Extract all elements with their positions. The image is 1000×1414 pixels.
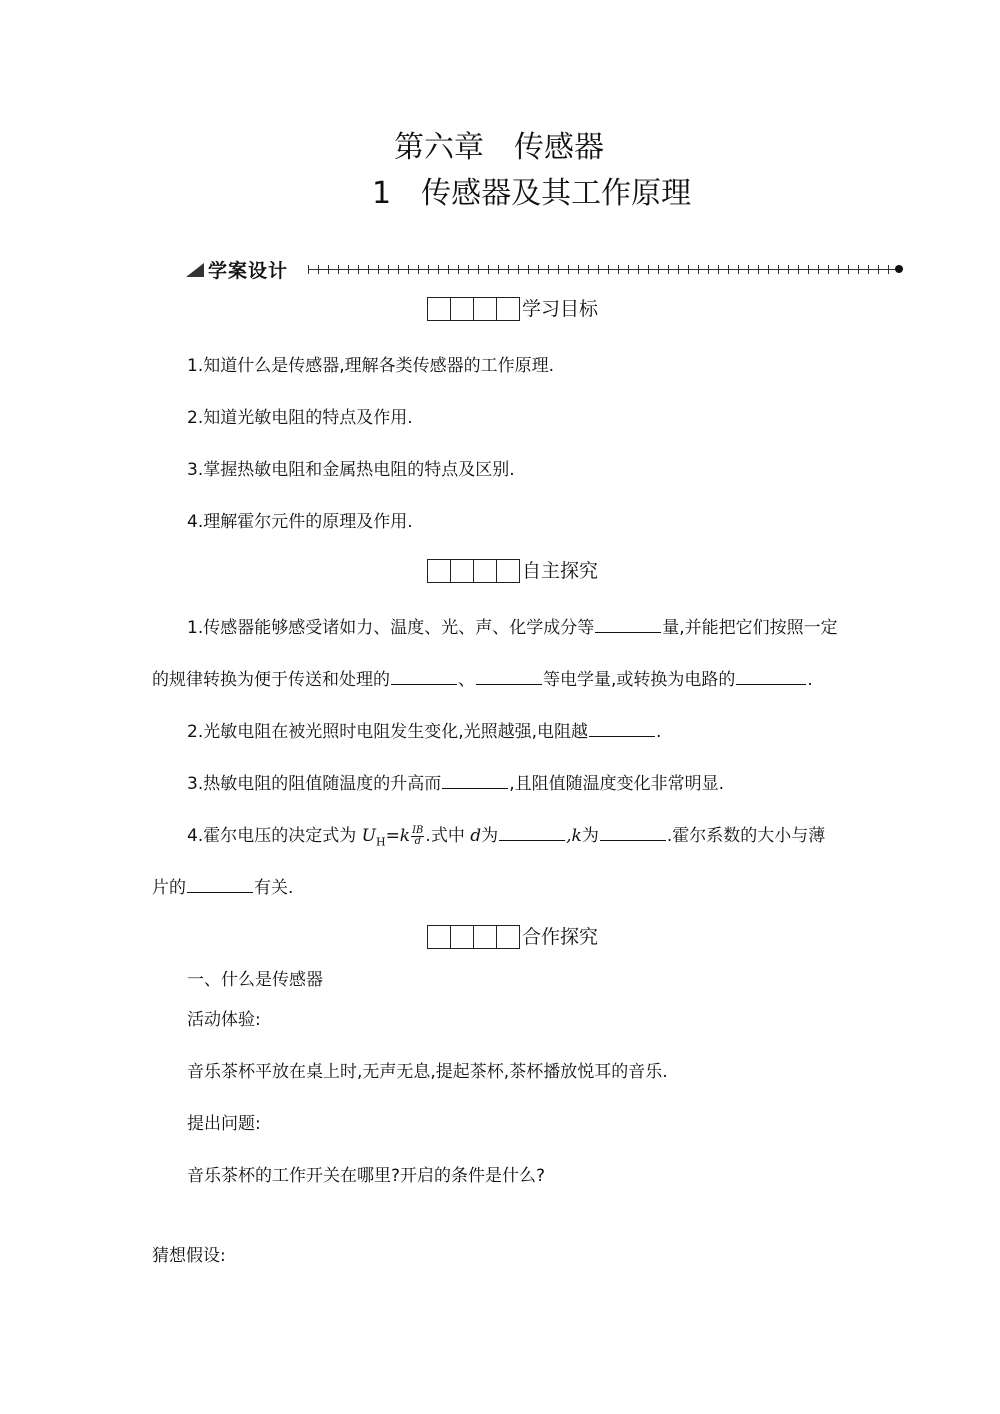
answer-blank[interactable] bbox=[187, 874, 253, 893]
self-study-q1-line1: 1.传感器能够感受诸如力、温度、光、声、化学成分等 量,并能把它们按照一定 bbox=[187, 614, 838, 640]
answer-blank[interactable] bbox=[442, 770, 508, 789]
coop-heading-text: 合作探究 bbox=[522, 926, 599, 948]
activity-text: 音乐茶杯平放在桌上时,无声无息,提起茶杯,茶杯播放悦耳的音乐. bbox=[187, 1062, 668, 1082]
goal-item: 1.知道什么是传感器,理解各类传感器的工作原理. bbox=[187, 356, 555, 376]
goal-item: 2.知道光敏电阻的特点及作用. bbox=[187, 408, 413, 428]
goal-item: 3.掌握热敏电阻和金属热电阻的特点及区别. bbox=[187, 460, 515, 480]
hall-voltage-formula: $U_H=k$ $\frac{IB}{d}$ bbox=[361, 825, 424, 849]
goal-item: 4.理解霍尔元件的原理及作用. bbox=[187, 512, 413, 532]
box-icon bbox=[428, 559, 520, 583]
self-study-q4-line1: 4.霍尔电压的决定式为 $U_H=k$ $\frac{IB}{d}$ .式中 d为 ,k为 .霍尔系数的大小与薄 bbox=[187, 822, 825, 854]
answer-blank[interactable] bbox=[600, 822, 666, 841]
box-icon bbox=[428, 297, 520, 321]
answer-blank[interactable] bbox=[391, 666, 457, 685]
question-text: 音乐茶杯的工作开关在哪里?开启的条件是什么? bbox=[187, 1166, 546, 1186]
question-label: 提出问题: bbox=[187, 1114, 261, 1134]
answer-blank[interactable] bbox=[736, 666, 806, 685]
hypothesis-label: 猜想假设: bbox=[152, 1246, 226, 1266]
chapter-title: 第六章 传感器 bbox=[394, 130, 604, 165]
coop-heading bbox=[428, 922, 598, 952]
self-study-q4-line2: 片的 有关. bbox=[152, 874, 293, 900]
goals-heading-text: 学习目标 bbox=[522, 298, 599, 320]
banner-label: 学案设计 bbox=[208, 260, 289, 282]
self-study-q1-line2: 的规律转换为便于传送和处理的 、 等电学量,或转换为电路的 . bbox=[152, 666, 813, 692]
self-study-heading-text: 自主探究 bbox=[522, 560, 599, 582]
lesson-title: 1 传感器及其工作原理 bbox=[372, 176, 692, 211]
answer-blank[interactable] bbox=[595, 614, 661, 633]
banner-rule bbox=[308, 269, 898, 270]
goals-heading bbox=[428, 294, 598, 324]
coop-sub-heading: 一、什么是传感器 bbox=[187, 970, 323, 990]
self-study-q2: 2.光敏电阻在被光照时电阻发生变化,光照越强,电阻越 . bbox=[187, 718, 661, 744]
activity-label: 活动体验: bbox=[187, 1010, 261, 1030]
answer-blank[interactable] bbox=[499, 822, 565, 841]
banner-end-dot bbox=[895, 265, 903, 273]
box-icon bbox=[428, 925, 520, 949]
self-study-heading bbox=[428, 556, 598, 586]
banner bbox=[186, 256, 288, 283]
answer-blank[interactable] bbox=[476, 666, 542, 685]
triangle-icon bbox=[186, 263, 204, 277]
answer-blank[interactable] bbox=[589, 718, 655, 737]
self-study-q3: 3.热敏电阻的阻值随温度的升高而 ,且阻值随温度变化非常明显. bbox=[187, 770, 724, 796]
